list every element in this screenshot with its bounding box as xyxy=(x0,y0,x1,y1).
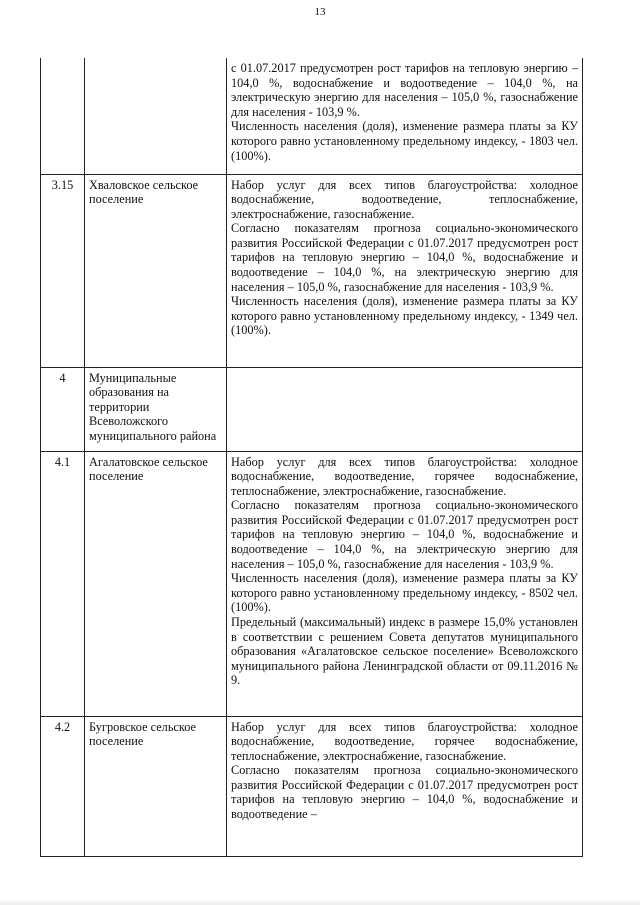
row-description xyxy=(227,451,583,716)
row-number: 4.2 xyxy=(41,716,85,856)
description-paragraph: Численность населения (доля), изменение размера платы за КУ которого равно установленному предельному индексу, - 1349 чел. (100%). xyxy=(231,294,578,338)
tariff-table xyxy=(40,58,583,857)
municipality-name: Агалатовское сельское поселение xyxy=(85,451,227,716)
municipality-name: Хваловское сельское поселение xyxy=(85,174,227,367)
page-number: 13 xyxy=(314,6,326,18)
description-paragraph: Набор услуг для всех типов благоустройства: холодное водоснабжение, водоотведение, горячее водоснабжение, теплоснабжение, электроснабжение, газоснабжение. xyxy=(231,454,578,498)
table-row xyxy=(41,451,583,716)
row-description xyxy=(227,367,583,451)
table-row xyxy=(41,58,583,174)
description-paragraph: с 01.07.2017 предусмотрен рост тарифов на тепловую энергию – 104,0 %, водоснабжение и водоотведение – 104,0 %, на электрическую энергию для населения – 105,0 %, газоснабжение для населения - 103,9 %. xyxy=(231,61,578,119)
description-paragraph: Согласно показателям прогноза социально-экономического развития Российской Федерации с 01.07.2017 предусмотрен рост тарифов на тепловую энергию – 104,0 %, водоснабжение и водоотведение – xyxy=(231,763,578,822)
row-description xyxy=(227,174,583,367)
description-paragraph: Согласно показателям прогноза социально-экономического развития Российской Федерации с 01.07.2017 предусмотрен рост тарифов на тепловую энергию – 104,0 %, водоснабжение и водоотведение – 104,0 %, на электрическую энергию для населения – 105,0 %, газоснабжение для населения - 103,9 %. xyxy=(231,221,578,294)
table-row xyxy=(41,174,583,367)
row-number xyxy=(41,58,85,174)
table-row xyxy=(41,716,583,856)
description-paragraph: Согласно показателям прогноза социально-экономического развития Российской Федерации с 01.07.2017 предусмотрен рост тарифов на тепловую энергию – 104,0 %, водоснабжение и водоотведение – 104,0 %, на электрическую энергию для населения – 105,0 %, газоснабжение для населения - 103,9 %. xyxy=(231,498,578,571)
description-paragraph: Численность населения (доля), изменение размера платы за КУ которого равно установленному предельному индексу, - 8502 чел. (100%). xyxy=(231,571,578,615)
row-description xyxy=(227,58,583,174)
scan-edge xyxy=(0,899,640,905)
row-number: 4 xyxy=(41,367,85,451)
municipality-name xyxy=(85,58,227,174)
municipality-name: Муниципальные образования на территории Всеволожского муниципального района xyxy=(85,367,227,451)
description-paragraph: Предельный (максимальный) индекс в размере 15,0% установлен в соответствии с решением Совета депутатов муниципального образования «Агалатовское сельское поселение» Всеволожского муниципального района Ленинградской области от 09.11.2016 № 9. xyxy=(231,615,578,688)
description-paragraph: Набор услуг для всех типов благоустройства: холодное водоснабжение, водоотведение, теплоснабжение, электроснабжение, газоснабжение. xyxy=(231,177,578,221)
table-row xyxy=(41,367,583,451)
row-number: 3.15 xyxy=(41,174,85,367)
description-paragraph: Набор услуг для всех типов благоустройства: холодное водоснабжение, водоотведение, горячее водоснабжение, теплоснабжение, электроснабжение, газоснабжение. xyxy=(231,719,578,763)
row-number: 4.1 xyxy=(41,451,85,716)
row-description xyxy=(227,716,583,856)
description-paragraph: Численность населения (доля), изменение размера платы за КУ которого равно установленному предельному индексу, - 1803 чел. (100%). xyxy=(231,119,578,163)
municipality-name: Бугровское сельское поселение xyxy=(85,716,227,856)
